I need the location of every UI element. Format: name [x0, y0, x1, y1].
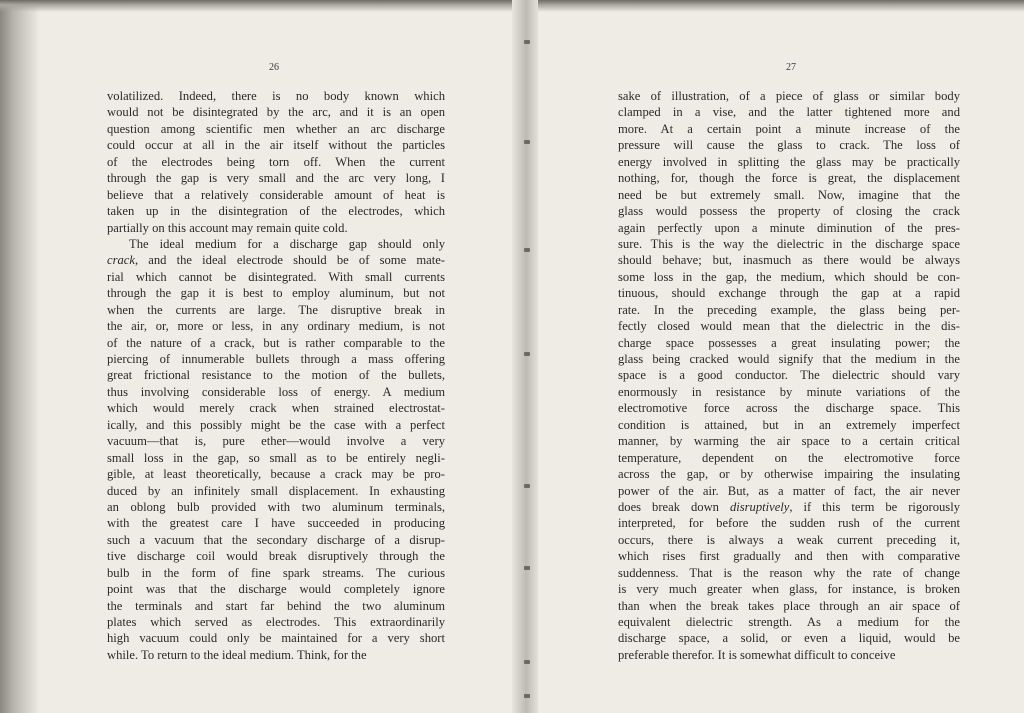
text-line: ically, and this possibly might be the case with a perfect	[107, 417, 445, 432]
text-line: plates which served as electrodes. This extraordinarily	[107, 615, 445, 629]
text-line: clamped in a vise, and the latter tightened more and	[618, 105, 960, 120]
left-page	[40, 0, 512, 713]
text-line: charge space possesses a great insulating power; the	[618, 335, 960, 350]
text-line: through the gap it is best to employ aluminum, but not	[107, 286, 445, 301]
text-line: believe that a relatively considerable amount of heat is	[107, 187, 445, 202]
text-line: condition is attained, but in an extremely imperfect	[618, 417, 960, 432]
text-line: tive discharge coil would break disruptively through the	[107, 549, 445, 564]
page-number: 26	[269, 62, 279, 73]
binding-stitch	[524, 694, 530, 698]
binding-stitch	[524, 660, 530, 664]
text-line: small loss in the gap, so small as to be entirely negli-	[107, 450, 445, 465]
text-line: should behave; but, inasmuch as there would be always	[618, 253, 960, 268]
text-line: power of the air. But, as a matter of fact, the air never	[618, 483, 960, 498]
left-binding-shadow	[0, 0, 40, 713]
text-line: discharge space, a solid, or even a liquid, would be	[618, 631, 960, 646]
text-line: pressure will cause the glass to crack. The loss of	[618, 138, 960, 153]
page-text	[107, 88, 445, 663]
text-line: question among scientific men whether an arc discharge	[107, 121, 445, 136]
text-line: an oblong bulb provided with two aluminum terminals,	[107, 499, 445, 514]
binding-stitch	[524, 352, 530, 356]
text-line: temperature, dependent on the electromotive force	[618, 450, 960, 465]
binding-stitch	[524, 248, 530, 252]
text-line: is very much greater when glass, for instance, is broken	[618, 582, 960, 597]
text-line: interpreted, for before the sudden rush of the current	[618, 516, 960, 531]
text-line: equivalent dielectric strength. As a medium for the	[618, 615, 960, 629]
text-line: electromotive force across the discharge space. This	[618, 401, 960, 416]
text-line: of the nature of a crack, but is rather comparable to the	[107, 335, 445, 350]
text-line: again perfectly upon a minute diminution of the pres-	[618, 220, 960, 235]
binding-stitch	[524, 566, 530, 570]
text-line: rial which cannot be disintegrated. With small currents	[107, 269, 445, 284]
text-line: the terminals and start far behind the two aluminum	[107, 598, 445, 613]
text-line: some loss in the gap, the medium, which should be con-	[618, 269, 960, 284]
text-line: than when the break takes place through an air space of	[618, 598, 960, 613]
text-line: with the greatest care I have succeeded in producing	[107, 516, 445, 531]
page-number: 27	[786, 62, 796, 73]
text-line: the air, or, more or less, in any ordinary medium, is not	[107, 319, 445, 334]
binding-stitch	[524, 140, 530, 144]
text-line: glass being cracked would signify that the medium in the	[618, 352, 960, 366]
text-line: piercing of innumerable bullets through a mass offering	[107, 352, 445, 366]
binding-stitch	[524, 484, 530, 488]
text-line: energy involved in splitting the glass may be practically	[618, 154, 960, 169]
text-line: enormously in resistance by minute variations of the	[618, 384, 960, 399]
text-line: across the gap, or by otherwise impairing the insulating	[618, 467, 960, 482]
text-line: nothing, for, though the force is great, the displacement	[618, 171, 960, 186]
text-line: while. To return to the ideal medium. Think, for the	[107, 647, 367, 662]
text-line: duced by an infinitely small displacement. In exhausting	[107, 483, 445, 498]
text-line: great frictional resistance to the motion of the bullets,	[107, 368, 445, 383]
text-line: space is a good conductor. The dielectric should vary	[618, 368, 960, 383]
text-line: gible, at least theoretically, because a crack may be pro-	[107, 467, 445, 482]
text-line: crack, and the ideal electrode should be of some mate-	[107, 253, 445, 268]
text-line: point was that the discharge would completely ignore	[107, 582, 445, 597]
text-line: tinuous, should exchange through the gap at a rapid	[618, 286, 960, 301]
text-line: volatilized. Indeed, there is no body known which	[107, 89, 445, 103]
text-line: which rises first gradually and then with comparative	[618, 549, 960, 564]
text-line: taken up in the disintegration of the electrodes, which	[107, 204, 445, 219]
text-line: sake of illustration, of a piece of glass or similar body	[618, 89, 960, 103]
binding-stitch	[524, 40, 530, 44]
page-text	[618, 88, 960, 663]
text-line: rate. In the preceding example, the glass being per-	[618, 302, 960, 317]
text-line: partially on this account may remain quite cold.	[107, 220, 348, 235]
text-line: such a vacuum that the secondary discharge of a disrup-	[107, 532, 445, 547]
text-line: thus involving considerable loss of energy. A medium	[107, 384, 445, 399]
text-line: bulb in the form of fine spark streams. The curious	[107, 565, 445, 580]
text-line: of the electrodes being torn off. When the current	[107, 154, 445, 169]
text-line: manner, by warming the air space to a certain critical	[618, 434, 960, 449]
text-line: high vacuum could only be maintained for a very short	[107, 631, 445, 646]
text-line: fectly closed would mean that the dielectric in the dis-	[618, 319, 960, 334]
text-line: sure. This is the way the dielectric in the discharge space	[618, 236, 960, 251]
text-line: when the currents are large. The disruptive break in	[107, 302, 445, 317]
text-line: vacuum—that is, pure ether—would involve a very	[107, 434, 445, 449]
text-line: which would merely crack when strained electrostat-	[107, 401, 445, 416]
text-line: does break down disruptively, if this term be rigorously	[618, 499, 961, 514]
text-line: would not be disintegrated by the arc, and it is an open	[107, 105, 445, 120]
text-line: more. At a certain point a minute increase of the	[618, 121, 960, 136]
text-line: through the gap is very small and the arc very long, I	[107, 171, 445, 186]
right-page	[538, 0, 1024, 713]
text-line: The ideal medium for a discharge gap should only	[129, 236, 445, 251]
text-line: occurs, there is always a weak current preceding it,	[618, 532, 960, 547]
center-gutter	[512, 0, 538, 713]
text-line: could occur at all in the air itself without the particles	[107, 138, 445, 153]
text-line: need be but extremely small. Now, imagine that the	[618, 187, 960, 202]
text-line: suddenness. That is the reason why the rate of change	[618, 565, 960, 580]
text-line: preferable therefor. It is somewhat difficult to conceive	[618, 647, 896, 662]
text-line: glass would possess the property of closing the crack	[618, 204, 960, 219]
